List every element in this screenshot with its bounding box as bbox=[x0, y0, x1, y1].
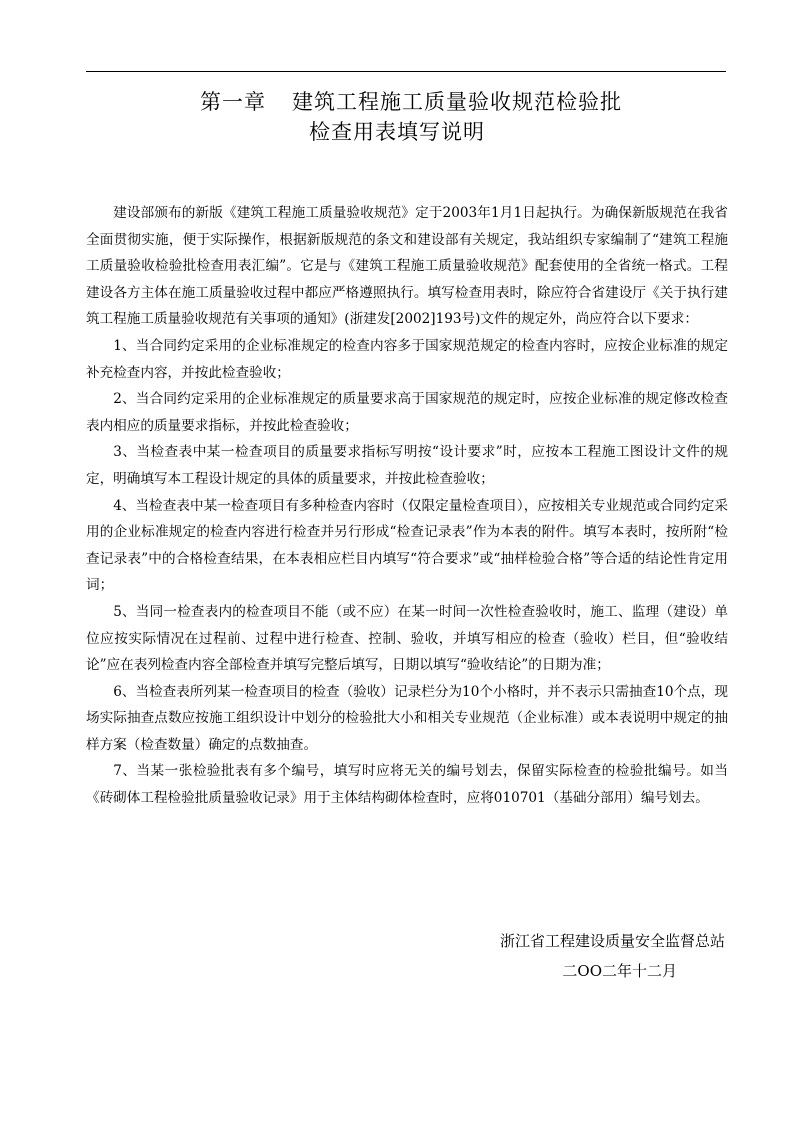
requirement-item-2: 2、当合同约定采用的企业标准规定的质量要求高于国家规范的规定时，应按企业标准的规定修改检查表内相应的质量要求指标，并按此检查验收； bbox=[86, 391, 728, 434]
signature-organization: 浙江省工程建设质量安全监督总站 bbox=[499, 932, 725, 950]
page-title-line-1 bbox=[14, 87, 794, 117]
requirement-item-4: 4、当检查表中某一检查项目有多种检查内容时（仅限定量检查项目），应按相关专业规范或合同约定采用的企业标准规定的检查内容进行检查并另行形成“检查记录表”作为本表的附件。填写本表时，按所附“检查记录表”中的合格检查结果，在本表相应栏目内填写“符合要求”或“抽样检验合格”等合适的结论性肯定用词； bbox=[86, 497, 728, 594]
intro-paragraph: 建设部颁布的新版《建筑工程施工质量验收规范》定于2003年1月1日起执行。为确保新版规范在我省全面贯彻实施，便于实际操作，根据新版规范的条文和建设部有关规定，我站组织专家编制了“建筑工程施工质量验收检验批检查用表汇编”。它是与《建筑工程施工质量验收规范》配套使用的全省统一格式。工程建设各方主体在施工质量验收过程中都应严格遵照执行。填写检查用表时，除应符合省建设厅《关于执行建筑工程施工质量验收规范有关事项的通知》(浙建发[2002]193号)文件的规定外，尚应符合以下要求： bbox=[86, 205, 728, 328]
requirement-item-5: 5、当同一检查表内的检查项目不能（或不应）在某一时间一次性检查验收时，施工、监理（建设）单位应按实际情况在过程前、过程中进行检查、控制、验收，并填写相应的检查（验收）栏目，但“验收结论”应在表列检查内容全部检查并填写完整后填写，日期以填写“验收结论”的日期为准； bbox=[86, 603, 728, 674]
title-text-1: 建筑工程施工质量验收规范检验批 bbox=[292, 90, 622, 114]
signature-date: 二OO二年十二月 bbox=[562, 962, 677, 980]
requirement-item-7: 7、当某一张检验批表有多个编号，填写时应将无关的编号划去，保留实际检查的检验批编号。如当《砖砌体工程检验批质量验收记录》用于主体结构砌体检查时，应将010701（基础分部用）编号划去。 bbox=[86, 763, 728, 807]
requirement-item-3: 3、当检查表中某一检查项目的质量要求指标写明按“设计要求”时，应按本工程施工图设计文件的规定，明确填写本工程设计规定的具体的质量要求，并按此检查验收； bbox=[86, 444, 728, 487]
requirement-item-6: 6、当检查表所列某一检查项目的检查（验收）记录栏分为10个小格时，并不表示只需抽查10个点，现场实际抽查点数应按施工组织设计中划分的检验批大小和相关专业规范（企业标准）或本表说明中规定的抽样方案（检查数量）确定的点数抽查。 bbox=[86, 683, 728, 753]
chapter-label: 第一章 bbox=[200, 90, 266, 114]
page-title-line-2: 检查用表填写说明 bbox=[309, 120, 485, 144]
requirement-item-1: 1、当合同约定采用的企业标准规定的检查内容多于国家规范规定的检查内容时，应按企业标准的规定补充检查内容，并按此检查验收； bbox=[86, 337, 728, 381]
header-rule bbox=[86, 71, 726, 72]
document-body bbox=[86, 200, 728, 812]
